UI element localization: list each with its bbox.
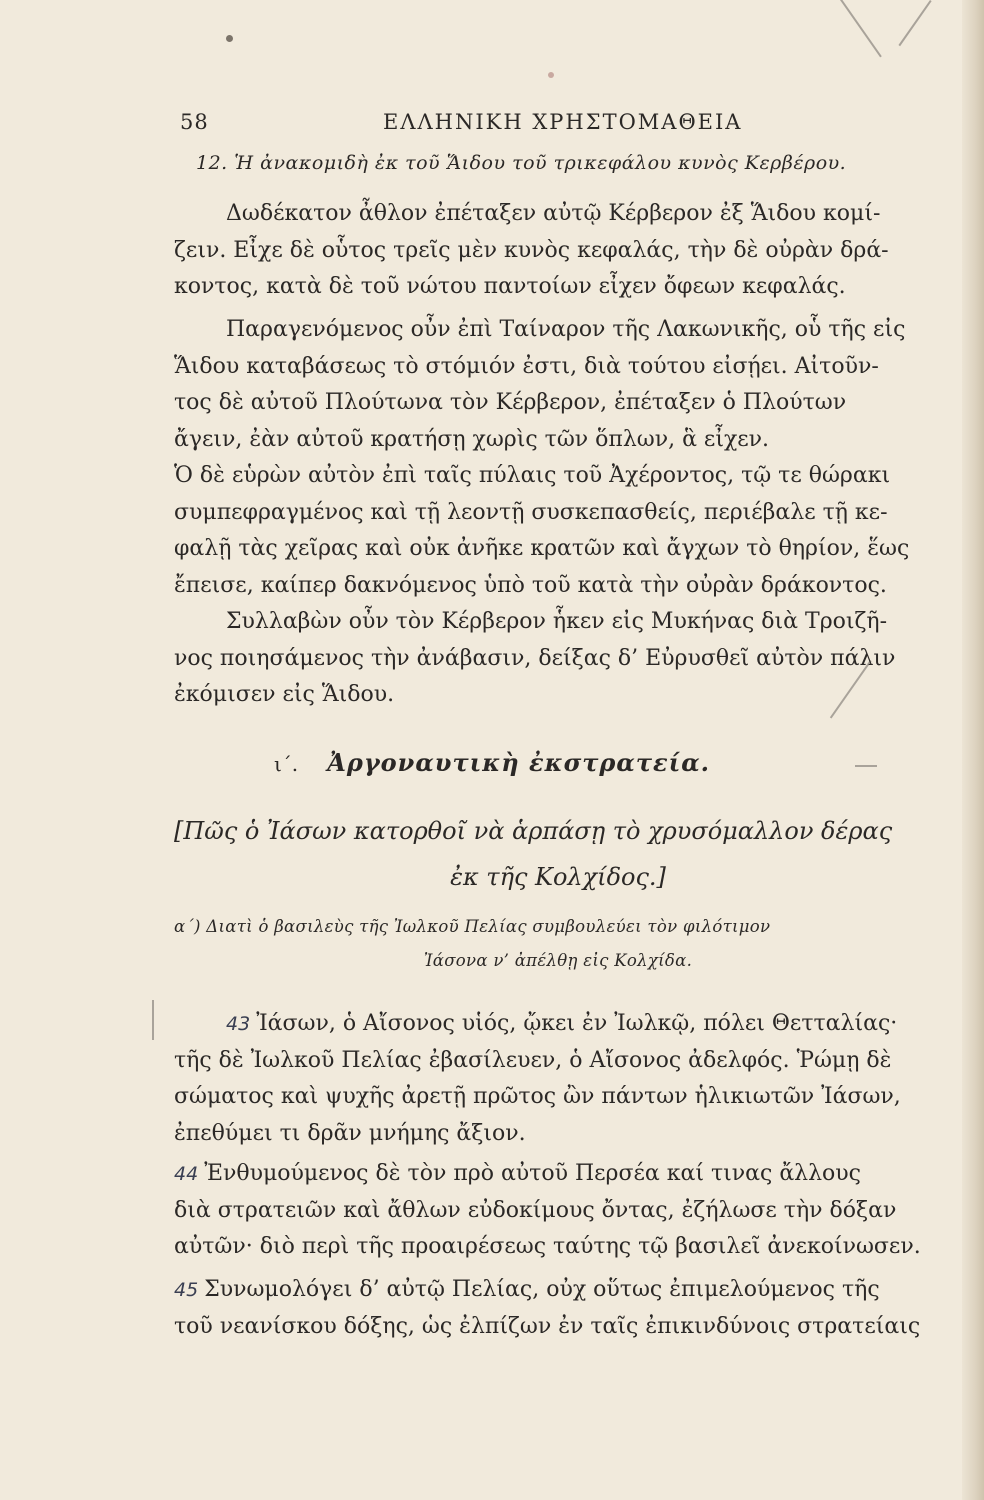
text-line: Ὁ δὲ εὑρὼν αὐτὸν ἐπὶ ταῖς πύλαις τοῦ Ἀχέροντος, τῷ τε θώρακι bbox=[174, 463, 891, 488]
text-line: ἐκόμισεν εἰς Ἅιδου. bbox=[174, 682, 395, 707]
ink-speck bbox=[548, 72, 554, 78]
question-line: [Πῶς ὁ Ἰάσων κατορθοῖ νὰ ἁρπάσῃ τὸ χρυσόμαλλον δέρας bbox=[174, 817, 893, 845]
text-line: Ἅιδου καταβάσεως τὸ στόμιόν ἐστι, διὰ τούτου εἰσῄει. Αἰτοῦν- bbox=[174, 353, 879, 379]
paragraph bbox=[174, 312, 942, 458]
numbered-paragraph bbox=[174, 1156, 942, 1266]
text-line-body: Ἐνθυμούμενος δὲ τὸν πρὸ αὐτοῦ Περσέα καί τινας ἄλλους bbox=[204, 1161, 861, 1186]
handwritten-number: 45 bbox=[174, 1279, 199, 1301]
text-line: αὐτῶν· διὸ περὶ τῆς προαιρέσεως ταύτης τῷ βασιλεῖ ἀνεκοίνωσεν. bbox=[174, 1234, 921, 1259]
text-line-body: Ἰάσων, ὁ Αἴσονος υἱός, ᾤκει ἐν Ἰωλκῷ, πόλει Θετταλίας· bbox=[256, 1011, 898, 1036]
ink-speck bbox=[226, 35, 233, 42]
text-line: ζειν. Εἶχε δὲ οὗτος τρεῖς μὲν κυνὸς κεφαλάς, τὴν δὲ οὐρὰν δρά- bbox=[174, 237, 889, 263]
text-line bbox=[174, 1156, 942, 1193]
section-heading: 12. Ἡ ἀνακομιδὴ ἐκ τοῦ Ἅιδου τοῦ τρικεφάλου κυνὸς Κερβέρου. bbox=[196, 152, 847, 174]
text-line: τῆς δὲ Ἰωλκοῦ Πελίας ἐβασίλευεν, ὁ Αἴσονος ἀδελφός. Ῥώμῃ δὲ bbox=[174, 1047, 892, 1073]
question-line: ἐκ τῆς Κολχίδος.] bbox=[450, 863, 666, 891]
text-line: συμπεφραγμένος καὶ τῇ λεοντῇ συσκεπασθείς, περιέβαλε τῇ κε- bbox=[174, 499, 888, 525]
subsection-heading bbox=[174, 910, 942, 978]
handwritten-number: 43 bbox=[226, 1013, 251, 1035]
subsection-line: α΄) Διατὶ ὁ βασιλεὺς τῆς Ἰωλκοῦ Πελίας συμβουλεύει τὸν φιλότιμον bbox=[174, 917, 771, 936]
text-line: ἄγειν, ἐὰν αὐτοῦ κρατήσῃ χωρὶς τῶν ὅπλων, ἃ εἶχεν. bbox=[174, 426, 770, 452]
text-line: φαλῇ τὰς χεῖρας καὶ οὐκ ἀνῆκε κρατῶν καὶ ἄγχων τὸ θηρίον, ἕως bbox=[174, 536, 910, 561]
text-line: τος δὲ αὐτοῦ Πλούτωνα τὸν Κέρβερον, ἐπέταξεν ὁ Πλούτων bbox=[174, 390, 847, 415]
text-line: νος ποιησάμενος τὴν ἀνάβασιν, δείξας δ’ Εὐρυσθεῖ αὐτὸν πάλιν bbox=[174, 645, 896, 671]
paragraph bbox=[174, 196, 942, 306]
text-line bbox=[174, 1006, 942, 1043]
running-title: ΕΛΛΗΝΙΚΗ ΧΡΗΣΤΟΜΑΘΕΙΑ bbox=[383, 110, 743, 134]
subsection-line: Ἰάσονα ν’ ἀπέλθῃ εἰς Κολχίδα. bbox=[423, 951, 693, 970]
page-number: 58 bbox=[180, 110, 209, 134]
paragraph bbox=[174, 458, 942, 604]
text-line: κοντος, κατὰ δὲ τοῦ νώτου παντοίων εἶχεν ὄφεων κεφαλάς. bbox=[174, 274, 846, 299]
pencil-mark bbox=[840, 0, 881, 57]
paragraph bbox=[174, 604, 942, 714]
chapter-title bbox=[0, 748, 984, 777]
numbered-paragraph bbox=[174, 1272, 942, 1345]
text-line: διὰ στρατειῶν καὶ ἄθλων εὐδοκίμους ὄντας, ἐζήλωσε τὴν δόξαν bbox=[174, 1197, 897, 1223]
chapter-number: ι΄. bbox=[273, 752, 299, 776]
running-header bbox=[0, 110, 984, 138]
text-line: σώματος καὶ ψυχῆς ἀρετῇ πρῶτος ὢν πάντων ἡλικιωτῶν Ἰάσων, bbox=[174, 1084, 901, 1109]
text-line: Παραγενόμενος οὖν ἐπὶ Ταίναρον τῆς Λακωνικῆς, οὗ τῆς εἰς bbox=[226, 317, 906, 342]
text-line: ἐπεθύμει τι δρᾶν μνήμης ἄξιον. bbox=[174, 1120, 526, 1146]
text-line: Συλλαβὼν οὖν τὸν Κέρβερον ἧκεν εἰς Μυκήνας διὰ Τροιζῆ- bbox=[226, 609, 888, 634]
pencil-mark bbox=[898, 0, 931, 46]
handwritten-number: 44 bbox=[174, 1163, 199, 1185]
numbered-paragraph bbox=[174, 1006, 942, 1152]
pencil-mark bbox=[152, 1000, 154, 1040]
text-line-body: Συνωμολόγει δ’ αὐτῷ Πελίας, οὐχ οὕτως ἐπιμελούμενος τῆς bbox=[204, 1277, 880, 1302]
text-line bbox=[174, 1272, 942, 1309]
chapter-title-text: Ἀργοναυτικὴ ἐκστρατεία. bbox=[327, 748, 711, 777]
text-line: τοῦ νεανίσκου δόξης, ὡς ἐλπίζων ἐν ταῖς ἐπικινδύνοις στρατείαις bbox=[174, 1313, 921, 1339]
text-line: Δωδέκατον ἆθλον ἐπέταξεν αὐτῷ Κέρβερον ἐξ Ἅιδου κομί- bbox=[226, 201, 881, 226]
chapter-question bbox=[174, 808, 942, 900]
text-line: ἔπεισε, καίπερ δακνόμενος ὑπὸ τοῦ κατὰ τὴν οὐρὰν δράκοντος. bbox=[174, 572, 887, 598]
